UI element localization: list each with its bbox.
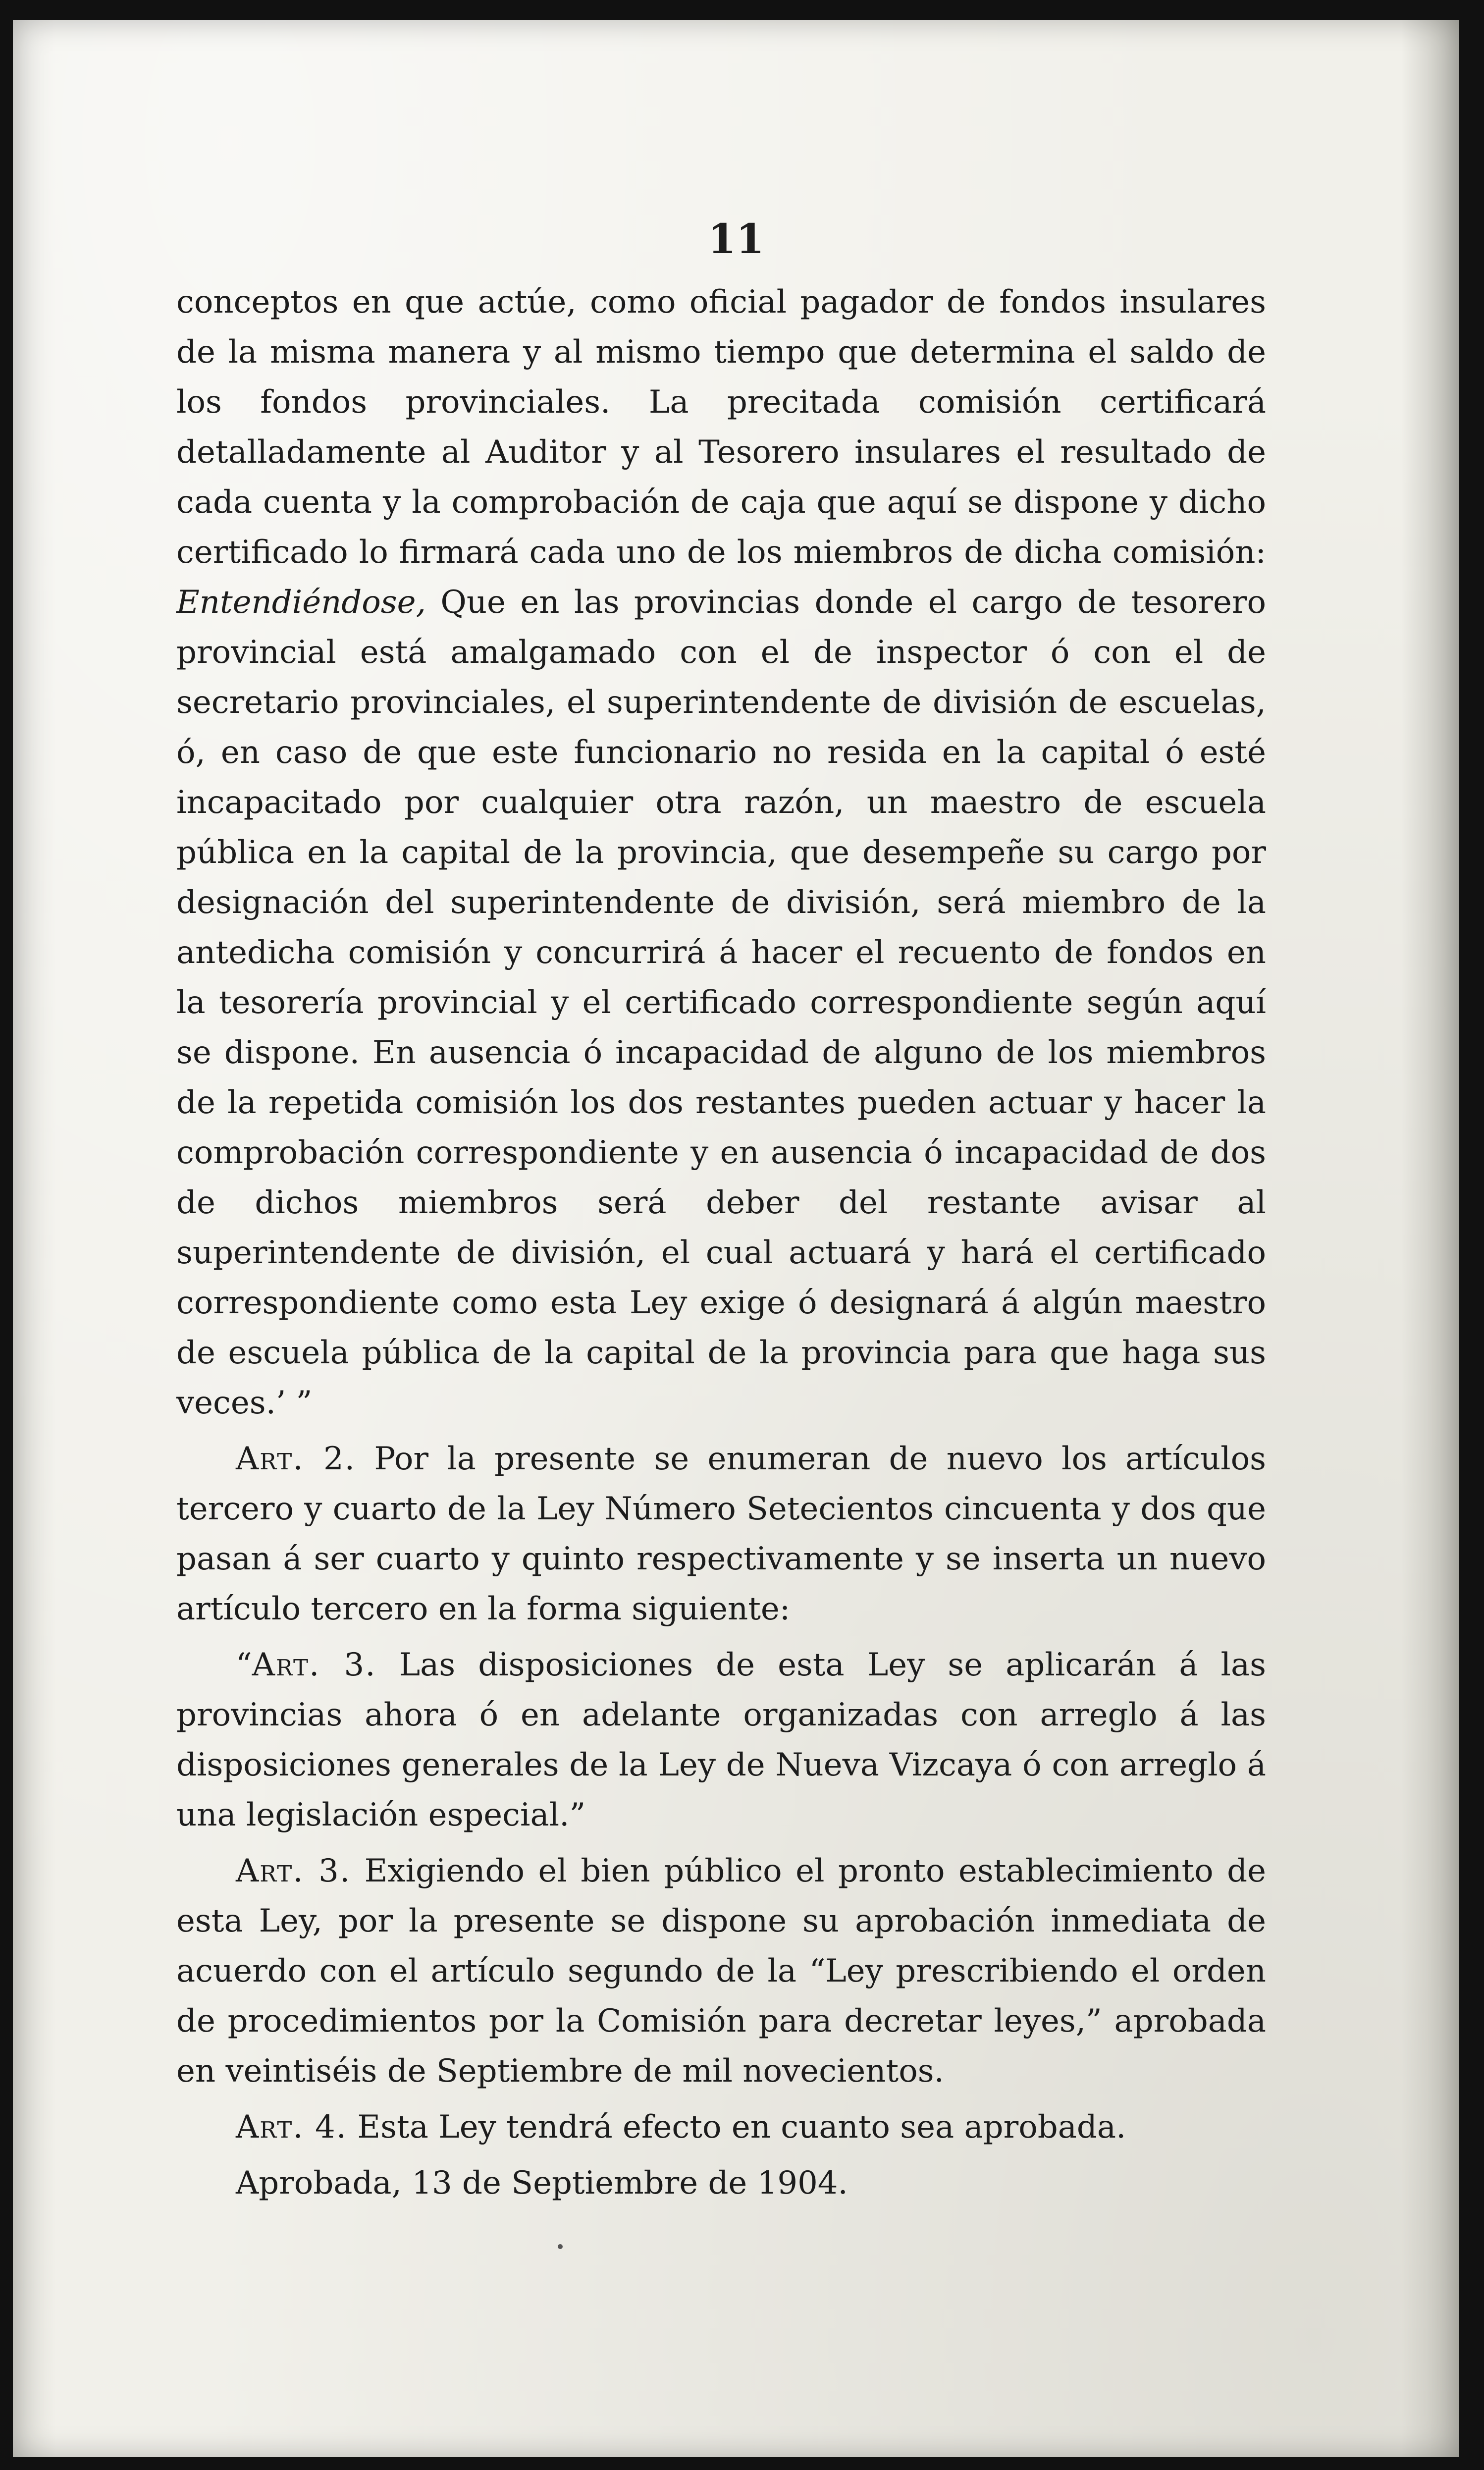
article-3-label: Art. 3. xyxy=(236,1853,351,1889)
article-4-label: Art. 4. xyxy=(236,2109,348,2146)
paragraph-text: Que en las provincias donde el cargo de tesorero provincial está amalgamado con el de inspector ó con el de secretario provinciales, el superintendente de división de escuelas, ó, en caso de que este funcionario no resida en la capital ó esté incapacitado por cualquier otra razón, un maestro de escuela pública en la capital de la provincia, que desempeñe su cargo por designación del superintendente de división, será miembro de la antedicha comisión y concurrirá á hacer el recuento de fondos en la tesorería provincial y el certificado correspondiente según aquí se dispone. En ausencia ó incapacidad de alguno de los miembros de la repetida comisión los dos restantes pueden actuar y hacer la comprobación correspondiente y en ausencia ó incapacidad de dos de dichos miembros será deber del restante avisar al superintendente de división, el cual actuará y hará el certificado correspondiente como esta Ley exige ó designará á algún maestro de escuela pública de la capital de la provincia para que haga sus veces.’ ” xyxy=(176,584,1267,1421)
approval-line: Aprobada, 13 de Septiembre de 1904. xyxy=(236,2165,848,2202)
body-text xyxy=(176,277,1266,2208)
article-2-label: Art. 2. xyxy=(236,1441,356,1477)
document-page xyxy=(13,20,1459,2457)
article-3-paragraph xyxy=(176,1846,1266,2096)
article-3-quoted-label: Art. 3. xyxy=(252,1647,376,1683)
article-3-text: Exigiendo el bien público el pronto establecimiento de esta Ley, por la presente se dispone su aprobación inmediata de acuerdo con el artículo segundo de la “Ley prescribiendo el orden de procedimientos por la Comisión para decretar leyes,” aprobada en veintiséis de Septiembre de mil novecientos. xyxy=(176,1853,1267,2090)
article-4-text: Esta Ley tendrá efecto en cuanto sea aprobada. xyxy=(357,2109,1126,2146)
italic-term: Entendiéndose, xyxy=(176,584,426,621)
speck-mark xyxy=(558,2244,563,2249)
article-2-paragraph xyxy=(176,1434,1266,1634)
article-3-quoted-text: Las disposiciones de esta Ley se aplicarán á las provincias ahora ó en adelante organizadas con arreglo á las disposiciones generales de la Ley de Nueva Vizcaya ó con arreglo á una legislación especial.” xyxy=(176,1647,1267,1833)
article-4-paragraph xyxy=(176,2102,1266,2152)
article-3-quoted-paragraph xyxy=(176,1640,1266,1840)
page-number: 11 xyxy=(707,215,765,263)
paragraph-text: conceptos en que actúe, como oficial pagador de fondos insulares de la misma manera y al mismo tiempo que determina el saldo de los fondos provinciales. La precitada comisión certificará detalladamente al Auditor y al Tesorero insulares el resultado de cada cuenta y la comprobación de caja que aquí se dispone y dicho certificado lo firmará cada uno de los miembros de dicha comisión: xyxy=(176,284,1266,571)
paragraph-continuation xyxy=(176,277,1266,1428)
quote-mark: “ xyxy=(236,1647,252,1683)
article-2-text: Por la presente se enumeran de nuevo los artículos tercero y cuarto de la Ley Número Setecientos cincuenta y dos que pasan á ser cuarto y quinto respectivamente y se inserta un nuevo artículo tercero en la forma siguiente: xyxy=(176,1441,1267,1627)
